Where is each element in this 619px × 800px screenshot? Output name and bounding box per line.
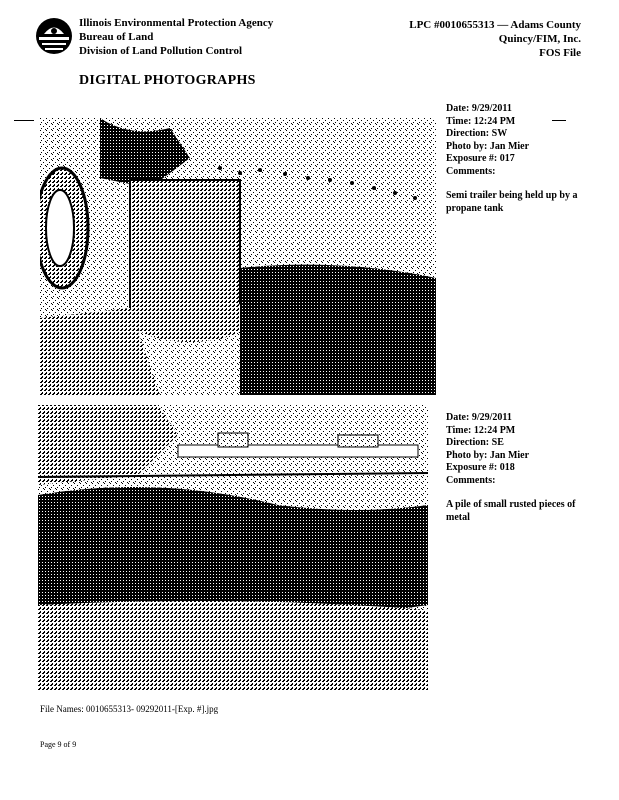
file-type: FOS File xyxy=(539,47,581,59)
photo-1-details xyxy=(446,103,586,215)
photo-photographer: Photo by: Jan Mier xyxy=(446,449,530,461)
photo-date: Date: 9/29/2011 xyxy=(446,412,512,423)
page-number: Page 9 of 9 xyxy=(40,740,77,749)
file-names: File Names: 0010655313- 09292011-[Exp. #].jpg xyxy=(40,704,219,714)
page-title: DIGITAL PHOTOGRAPHS xyxy=(79,73,256,88)
site-id: LPC #0010655313 — Adams County xyxy=(409,19,581,31)
photo-exposure: Exposure #: 017 xyxy=(446,153,515,164)
photo-metal-pile xyxy=(38,405,428,690)
photo-semi-trailer xyxy=(40,118,436,395)
photo-direction: Direction: SW xyxy=(446,128,508,139)
agency-block xyxy=(79,16,273,58)
photo-comments-label: Comments: xyxy=(446,474,496,486)
photo-time: Time: 12:24 PM xyxy=(446,115,516,127)
division-name: Division of Land Pollution Control xyxy=(79,45,242,57)
site-block xyxy=(409,18,581,60)
agency-name: Illinois Environmental Protection Agency xyxy=(79,17,274,29)
agency-logo xyxy=(35,17,73,55)
photo-comment: Semi trailer being held up by a propane tank xyxy=(446,190,578,214)
photo-time: Time: 12:24 PM xyxy=(446,424,516,436)
photo-photographer: Photo by: Jan Mier xyxy=(446,140,530,152)
photo-direction: Direction: SE xyxy=(446,437,504,448)
bureau-name: Bureau of Land xyxy=(79,31,154,43)
photo-comment: A pile of small rusted pieces of metal xyxy=(446,499,576,523)
site-name: Quincy/FIM, Inc. xyxy=(498,33,581,45)
photo-date: Date: 9/29/2011 xyxy=(446,103,512,114)
photo-comments-label: Comments: xyxy=(446,165,496,177)
scan-dash xyxy=(14,120,34,121)
photo-exposure: Exposure #: 018 xyxy=(446,462,515,473)
photo-2-details xyxy=(446,412,586,524)
